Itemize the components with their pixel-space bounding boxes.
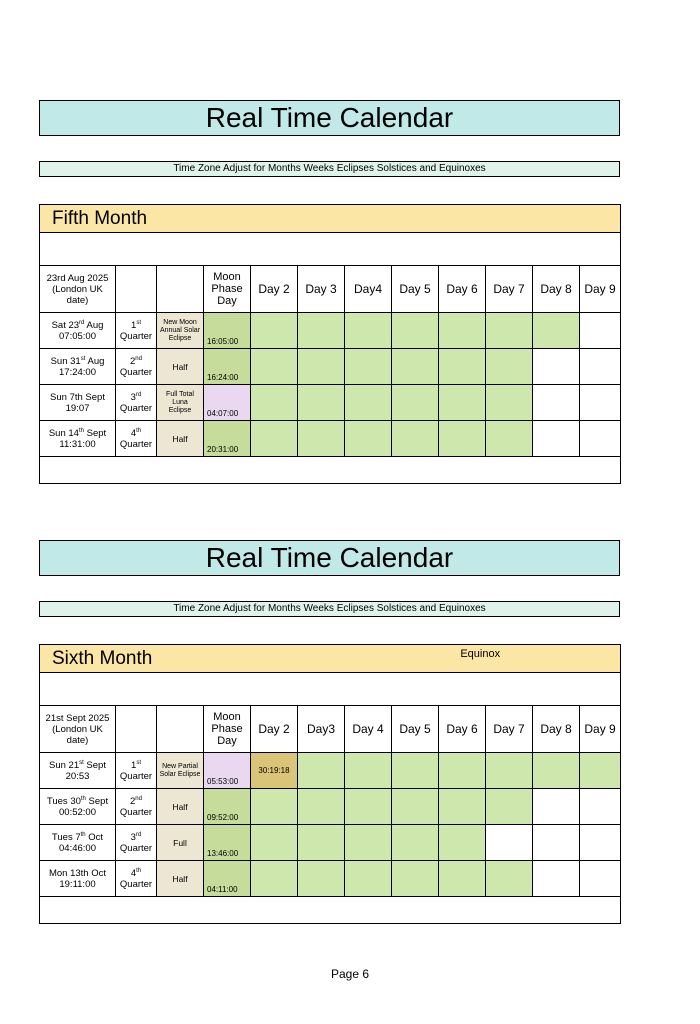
day-cell — [580, 861, 621, 897]
day-cell — [345, 421, 392, 457]
calendar-title: Real Time Calendar — [39, 540, 620, 576]
date-text-month: Sept — [83, 759, 106, 771]
week-start-time: 20:53 — [65, 770, 90, 782]
quarter-number: 3 — [130, 831, 136, 843]
day-cell — [298, 861, 345, 897]
moon-phase-day-header — [204, 266, 251, 313]
quarter-number: 1 — [131, 759, 137, 771]
moon-phase-time: 16:24:00 — [204, 349, 251, 385]
moon-phase-line: Eclipse — [168, 406, 192, 414]
day-cell — [392, 313, 439, 349]
quarter-number: 2 — [130, 355, 136, 367]
date-suffix: th — [78, 427, 84, 434]
week-start-time: 17:24:00 — [59, 366, 96, 378]
day-cell — [392, 421, 439, 457]
moon-phase-cell — [157, 789, 204, 825]
day-cell — [392, 385, 439, 421]
quarter-cell — [116, 421, 157, 457]
moon-phase-time: 09:52:00 — [204, 789, 251, 825]
moon-phase-day-header-line: Phase — [211, 283, 243, 295]
date-suffix: rd — [79, 319, 85, 326]
day-cell — [298, 349, 345, 385]
moon-phase-line: New Moon — [163, 318, 197, 326]
day-cell — [345, 385, 392, 421]
start-date-header-line: 23rd Aug 2025 — [46, 272, 109, 284]
moon-phase-line: Half — [172, 433, 188, 444]
month-name-cell — [40, 205, 621, 233]
day-cell — [439, 349, 486, 385]
week-start-time: 04:46:00 — [59, 842, 96, 854]
moon-phase-line: Solar Eclipse — [159, 770, 201, 778]
quarter-label: Quarter — [119, 842, 153, 854]
quarter-number: 4 — [130, 867, 137, 879]
start-date-header-line: 21st Sept 2025 — [45, 712, 110, 724]
date-text: Tues 30 — [46, 795, 81, 807]
day-cell — [298, 825, 345, 861]
date-text: Sun 7th Sept — [50, 391, 105, 403]
day-header: Day4 — [345, 266, 392, 313]
quarter-suffix: nd — [135, 355, 142, 362]
week-start-date — [40, 349, 116, 385]
day-cell — [298, 753, 345, 789]
quarter-label: Quarter — [119, 366, 153, 378]
day-cell — [439, 753, 486, 789]
day-cell — [486, 385, 533, 421]
day-cell — [251, 349, 298, 385]
day-header: Day 5 — [392, 266, 439, 313]
day-cell — [580, 825, 621, 861]
moon-phase-time: 05:53:00 — [204, 753, 251, 789]
quarter-number: 1 — [131, 319, 137, 331]
moon-phase-cell — [157, 861, 204, 897]
date-text: Mon 13th Oct — [48, 867, 107, 879]
day-cell — [392, 861, 439, 897]
moon-phase-line: Half — [172, 873, 188, 884]
day-cell — [439, 789, 486, 825]
quarter-label: Quarter — [119, 806, 153, 818]
day-cell — [580, 313, 621, 349]
week-start-date — [40, 313, 116, 349]
day-header: Day 6 — [439, 266, 486, 313]
day-cell — [486, 349, 533, 385]
day-cell — [298, 313, 345, 349]
week-start-date — [40, 421, 116, 457]
week-row — [40, 385, 621, 421]
day-cell — [533, 313, 580, 349]
day-cell — [533, 789, 580, 825]
week-row — [40, 861, 621, 897]
day-cell — [439, 825, 486, 861]
month-note: Equinox — [460, 647, 501, 660]
start-date-header — [40, 266, 116, 313]
quarter-label: Quarter — [119, 770, 153, 782]
date-suffix: st — [80, 355, 86, 362]
date-text-month: Aug — [84, 319, 104, 331]
day-cell — [580, 421, 621, 457]
month-name: Fifth Month — [52, 207, 148, 229]
week-row — [40, 825, 621, 861]
quarter-cell — [116, 789, 157, 825]
day-cell — [439, 313, 486, 349]
date-text-month: Oct — [85, 831, 104, 843]
blank-row — [40, 233, 621, 266]
day-cell — [392, 825, 439, 861]
day-cell — [533, 385, 580, 421]
day-header: Day 2 — [251, 266, 298, 313]
week-row — [40, 753, 621, 789]
calendar-subtitle: Time Zone Adjust for Months Weeks Eclipses Solstices and Equinoxes — [39, 601, 620, 617]
quarter-label: Quarter — [119, 330, 153, 342]
day-cell — [486, 421, 533, 457]
moon-phase-time: 20:31:00 — [204, 421, 251, 457]
quarter-cell — [116, 385, 157, 421]
week-start-date — [40, 825, 116, 861]
date-text: Sat 23 — [51, 319, 80, 331]
date-text-month: Sept — [85, 795, 109, 807]
day-cell — [392, 789, 439, 825]
quarter-label: Quarter — [119, 878, 153, 890]
date-text: Sun 31 — [50, 355, 81, 367]
day-header: Day 8 — [533, 706, 580, 753]
phase-header — [157, 266, 204, 313]
moon-phase-day-header-line: Moon — [213, 711, 241, 723]
day-header: Day 7 — [486, 266, 533, 313]
date-text: Sun 21 — [49, 759, 80, 771]
start-date-header-line: (London UK — [52, 723, 103, 735]
day-cell — [486, 861, 533, 897]
date-suffix: th — [80, 831, 86, 838]
day-header: Day 9 — [580, 706, 621, 753]
month-name: Sixth Month — [52, 647, 153, 669]
week-start-time: 19:11:00 — [59, 878, 96, 890]
day-cell — [533, 349, 580, 385]
week-start-time: 11:31:00 — [59, 438, 96, 450]
moon-phase-line: New Partial — [162, 762, 198, 770]
day-cell — [580, 385, 621, 421]
day-cell — [533, 421, 580, 457]
week-start-date — [40, 789, 116, 825]
day-header: Day3 — [298, 706, 345, 753]
week-start-time: 19:07 — [65, 402, 90, 414]
day-cell — [439, 861, 486, 897]
moon-phase-time: 04:11:00 — [204, 861, 251, 897]
day-header: Day 5 — [392, 706, 439, 753]
day-cell — [251, 385, 298, 421]
day-cell — [251, 861, 298, 897]
quarter-label: Quarter — [119, 402, 153, 414]
moon-phase-cell — [157, 825, 204, 861]
month-table — [39, 204, 621, 484]
moon-phase-line: Luna — [172, 398, 188, 406]
day-cell — [392, 349, 439, 385]
day-header: Day 8 — [533, 266, 580, 313]
moon-phase-cell — [157, 349, 204, 385]
day-cell: 30:19:18 — [251, 753, 298, 789]
day-cell — [533, 825, 580, 861]
moon-phase-day-header-line: Phase — [211, 723, 243, 735]
month-name-cell — [40, 645, 621, 673]
page-number: Page 6 — [330, 967, 370, 981]
day-cell — [345, 313, 392, 349]
moon-phase-day-header — [204, 706, 251, 753]
day-cell — [580, 753, 621, 789]
day-cell — [298, 789, 345, 825]
day-cell — [345, 789, 392, 825]
date-text-month: Aug — [85, 355, 105, 367]
quarter-cell — [116, 861, 157, 897]
quarter-suffix: th — [136, 867, 142, 874]
quarter-suffix: rd — [135, 391, 142, 398]
moon-phase-cell — [157, 421, 204, 457]
phase-header — [157, 706, 204, 753]
quarter-number: 4 — [130, 427, 137, 439]
quarter-header — [116, 706, 157, 753]
day-cell — [580, 349, 621, 385]
moon-phase-day-header-line: Day — [217, 735, 237, 747]
day-cell — [486, 313, 533, 349]
date-suffix: st — [79, 759, 84, 766]
date-text: Sun 14 — [48, 427, 79, 439]
date-text: Tues 7 — [51, 831, 81, 843]
moon-phase-time: 04:07:00 — [204, 385, 251, 421]
day-header: Day 4 — [345, 706, 392, 753]
day-cell — [486, 825, 533, 861]
moon-phase-cell — [157, 753, 204, 789]
start-date-header-line: date) — [66, 294, 89, 306]
table-footer-row — [40, 897, 621, 924]
day-cell — [251, 789, 298, 825]
quarter-suffix: st — [136, 759, 141, 766]
start-date-header-line: (London UK — [52, 283, 103, 295]
day-header: Day 6 — [439, 706, 486, 753]
moon-phase-line: Half — [172, 801, 188, 812]
day-cell — [392, 753, 439, 789]
moon-phase-time: 16:05:00 — [204, 313, 251, 349]
day-cell — [251, 421, 298, 457]
blank-row — [40, 673, 621, 706]
day-header: Day 9 — [580, 266, 621, 313]
week-start-date — [40, 753, 116, 789]
day-cell — [345, 753, 392, 789]
moon-phase-line: Annual Solar — [159, 326, 201, 334]
day-cell — [345, 861, 392, 897]
quarter-cell — [116, 313, 157, 349]
date-text-month: Sept — [83, 427, 107, 439]
day-cell — [298, 385, 345, 421]
moon-phase-line: Eclipse — [168, 334, 192, 342]
day-cell — [251, 313, 298, 349]
quarter-number: 2 — [130, 795, 136, 807]
week-row — [40, 349, 621, 385]
week-row — [40, 789, 621, 825]
moon-phase-cell — [157, 313, 204, 349]
week-start-time: 00:52:00 — [59, 806, 96, 818]
day-cell — [345, 349, 392, 385]
week-row — [40, 313, 621, 349]
date-suffix: th — [80, 795, 86, 802]
calendar-title: Real Time Calendar — [39, 100, 620, 136]
moon-phase-line: Full Total — [166, 390, 194, 398]
week-start-date — [40, 861, 116, 897]
quarter-suffix: th — [136, 427, 142, 434]
week-start-date — [40, 385, 116, 421]
table-footer-row — [40, 457, 621, 484]
day-cell — [439, 385, 486, 421]
moon-phase-day-header-line: Moon — [213, 271, 241, 283]
day-cell — [345, 825, 392, 861]
quarter-suffix: st — [136, 319, 141, 326]
moon-phase-time: 13:46:00 — [204, 825, 251, 861]
day-cell — [533, 753, 580, 789]
day-header: Day 2 — [251, 706, 298, 753]
start-date-header-line: date) — [66, 734, 89, 746]
quarter-suffix: nd — [135, 795, 142, 802]
day-cell — [298, 421, 345, 457]
calendar-subtitle: Time Zone Adjust for Months Weeks Eclipses Solstices and Equinoxes — [39, 161, 620, 177]
day-cell — [439, 421, 486, 457]
quarter-header — [116, 266, 157, 313]
quarter-cell — [116, 825, 157, 861]
day-header: Day 3 — [298, 266, 345, 313]
day-cell — [251, 825, 298, 861]
day-header: Day 7 — [486, 706, 533, 753]
quarter-suffix: rd — [135, 831, 142, 838]
day-cell — [580, 789, 621, 825]
moon-phase-line: Half — [172, 361, 188, 372]
moon-phase-line: Full — [173, 837, 187, 848]
day-cell — [486, 753, 533, 789]
start-date-header — [40, 706, 116, 753]
quarter-cell — [116, 753, 157, 789]
quarter-label: Quarter — [119, 438, 153, 450]
day-cell — [486, 789, 533, 825]
day-cell — [533, 861, 580, 897]
month-table — [39, 644, 621, 924]
week-start-time: 07:05:00 — [59, 330, 96, 342]
moon-phase-day-header-line: Day — [217, 295, 237, 307]
week-row — [40, 421, 621, 457]
moon-phase-cell — [157, 385, 204, 421]
quarter-number: 3 — [130, 391, 136, 403]
quarter-cell — [116, 349, 157, 385]
